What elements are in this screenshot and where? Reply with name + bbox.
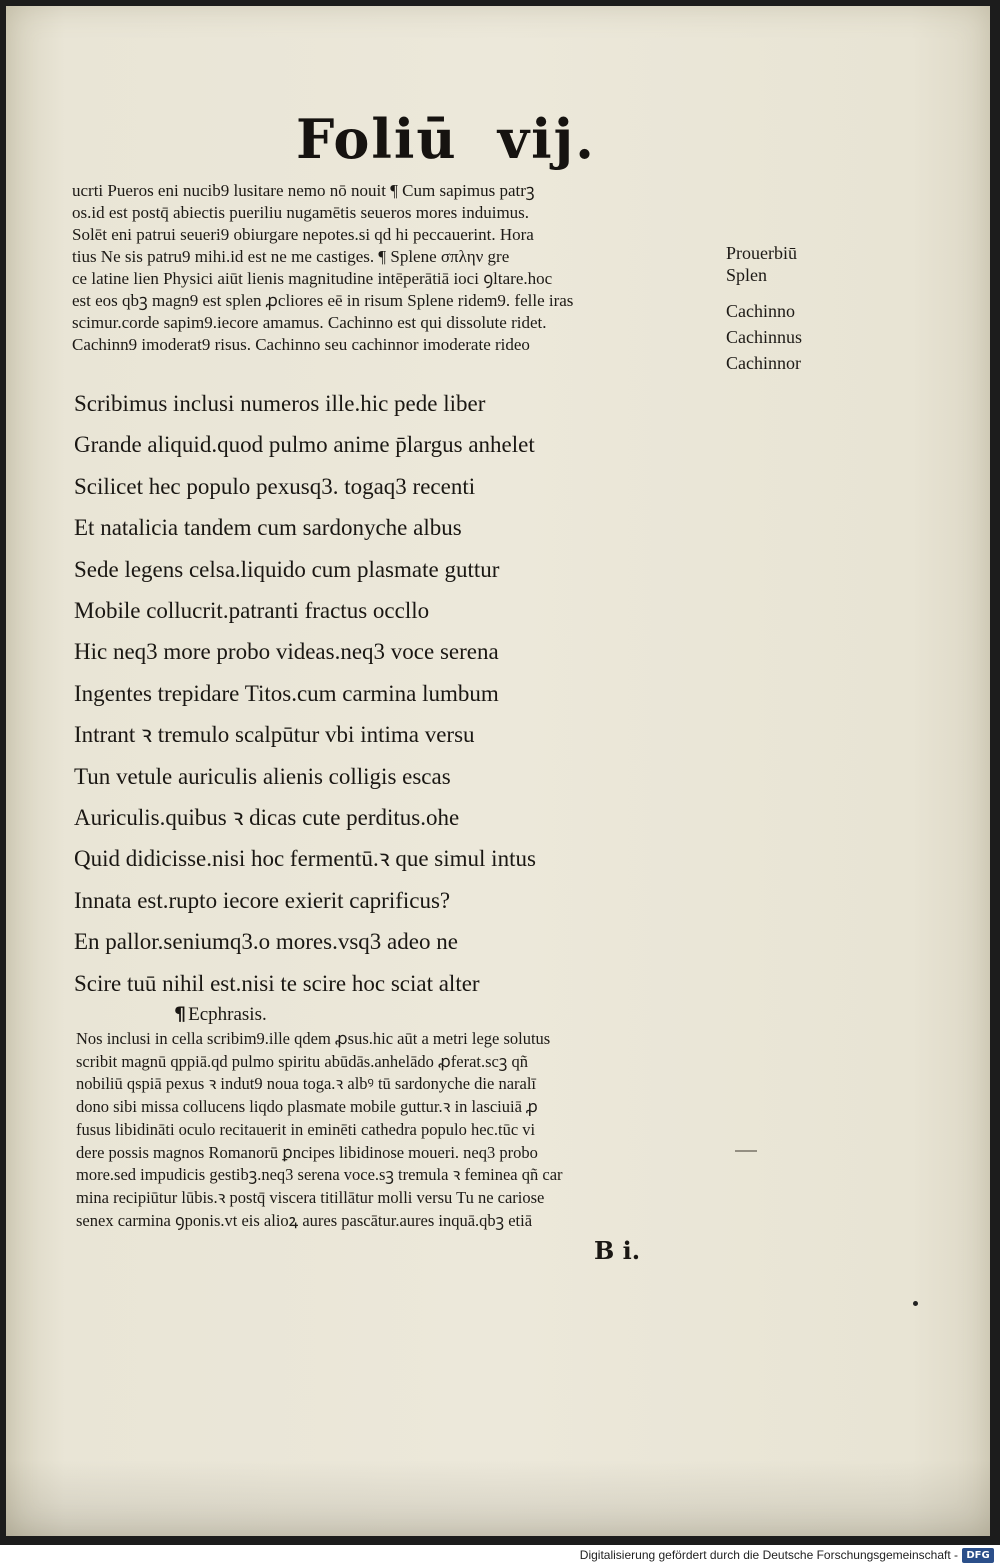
paraphrase-line: dono sibi missa collucens liqdo plasmate mobile guttur.ꝛ in lasciuiā ꝓ <box>76 1097 538 1117</box>
folio-word: Foliū <box>296 107 458 171</box>
verse-line: Hic neq3 more probo videas.neq3 voce serena <box>74 639 499 665</box>
margin-note: Prouerbiū <box>726 243 797 263</box>
dfg-logo-icon: DFG <box>962 1548 994 1563</box>
verse-line: Scribimus inclusi numeros ille.hic pede liber <box>74 391 486 416</box>
verse-line: Grande aliquid.quod pulmo anime p̄largus anhelet <box>74 432 535 458</box>
commentary-line: ucrti Pueros eni nucib9 lusitare nemo nō nouit ¶ Cum sapimus patrꝫ <box>72 181 535 200</box>
folio-header <box>296 107 616 171</box>
verse-line: Auriculis.quibus ꝛ dicas cute perditus.ohe <box>74 805 460 831</box>
verse-line: Innata est.rupto iecore exierit caprificus? <box>74 887 451 913</box>
margin-note: Cachinnus <box>726 327 802 347</box>
paraphrase-line: senex carmina ꝯponis.vt eis alioꝝ aures pascātur.aures inquā.qbꝫ etiā <box>76 1210 533 1230</box>
verse-line: Mobile collucrit.patranti fractus occllo <box>74 598 430 624</box>
paraphrase-line: nobiliū qspiā pexus ꝛ indut9 noua toga.ꝛ albꝰ tū sardonyche die naralī <box>76 1074 537 1094</box>
section-title: Ecphrasis. <box>188 1004 267 1025</box>
verse-line: Quid didicisse.nisi hoc fermentū.ꝛ que simul intus <box>74 846 536 872</box>
commentary-line: os.id est postq̄ abiectis pueriliu nugamētis seueros mores induimus. <box>72 203 530 222</box>
margin-note: Splen <box>726 265 768 285</box>
page-bottom-shadow <box>6 1460 990 1536</box>
commentary-block <box>72 180 720 356</box>
verse-line: Scire tuū nihil est.nisi te scire hoc sciat alter <box>74 970 480 996</box>
ink-speck <box>913 1301 918 1306</box>
verse-line: Ingentes trepidare Titos.cum carmina lumbum <box>74 680 499 706</box>
commentary-line: est eos qbꝫ magn9 est splen ꝓcliores eē in risum Splene ridem9. felle iras <box>72 291 574 310</box>
paraphrase-line: mina recipiūtur lūbis.ꝛ postq̄ viscera titillātur molli versu Tu ne cariose <box>76 1187 545 1207</box>
verse-line: Tun vetule auriculis alienis colligis escas <box>74 763 451 789</box>
ink-mark <box>735 1150 757 1152</box>
margin-notes <box>726 242 836 374</box>
commentary-line: ce latine lien Physici aiūt lienis magnitudine intēperātiā ioci ꝯltare.hoc <box>72 269 553 288</box>
section-heading <box>174 1003 267 1026</box>
footer-bar <box>0 1545 1000 1567</box>
verse-line: Sede legens celsa.liquido cum plasmate guttur <box>74 556 500 582</box>
verse-line: Scilicet hec populo pexusq3. togaq3 recenti <box>74 473 476 499</box>
commentary-line: tius Ne sis patru9 mihi.id est ne me castiges. ¶ Splene σπλην gre <box>72 247 510 266</box>
commentary-line: Solēt eni patrui seueri9 obiurgare nepotes.si qd hi peccauerint. Hora <box>72 225 534 244</box>
funding-credit: Digitalisierung gefördert durch die Deutsche Forschungsgemeinschaft - <box>579 1548 958 1562</box>
margin-note: Cachinno <box>726 301 795 321</box>
verse-block <box>74 383 714 1004</box>
paraphrase-line: fusus libidināti oculo recitauerit in eminēti cathedra populo hec.tūc vi <box>76 1119 536 1139</box>
verse-line: En pallor.seniumq3.o mores.vsq3 adeo ne <box>74 929 458 955</box>
pilcrow-icon: ¶ <box>174 1003 187 1025</box>
commentary-line: scimur.corde sapim9.iecore amamus. Cachinno est qui dissolute ridet. <box>72 313 547 332</box>
folio-number: vij. <box>497 107 596 171</box>
verse-line: Et natalicia tandem cum sardonyche albus <box>74 515 462 541</box>
margin-note: Cachinnor <box>726 353 801 373</box>
paraphrase-line: Nos inclusi in cella scribim9.ille qdem ꝓsus.hic aūt a metri lege solutus <box>76 1029 551 1048</box>
paraphrase-block <box>76 1028 712 1232</box>
paraphrase-line: scribit magnū qppiā.qd pulmo spiritu abūdās.anhelādo ꝓferat.scꝫ qñ <box>76 1051 528 1071</box>
paraphrase-line: more.sed impudicis gestibꝫ.neq3 serena voce.sꝫ tremula ꝛ feminea qñ car <box>76 1165 563 1185</box>
paraphrase-line: dere possis magnos Romanorū ꝑncipes libidinose moueri. neq3 probo <box>76 1142 538 1162</box>
commentary-line: Cachinn9 imoderat9 risus. Cachinno seu cachinnor imoderate rideo <box>72 335 530 354</box>
signature-mark: B i. <box>594 1236 641 1265</box>
verse-line: Intrant ꝛ tremulo scalpūtur vbi intima versu <box>74 722 475 748</box>
